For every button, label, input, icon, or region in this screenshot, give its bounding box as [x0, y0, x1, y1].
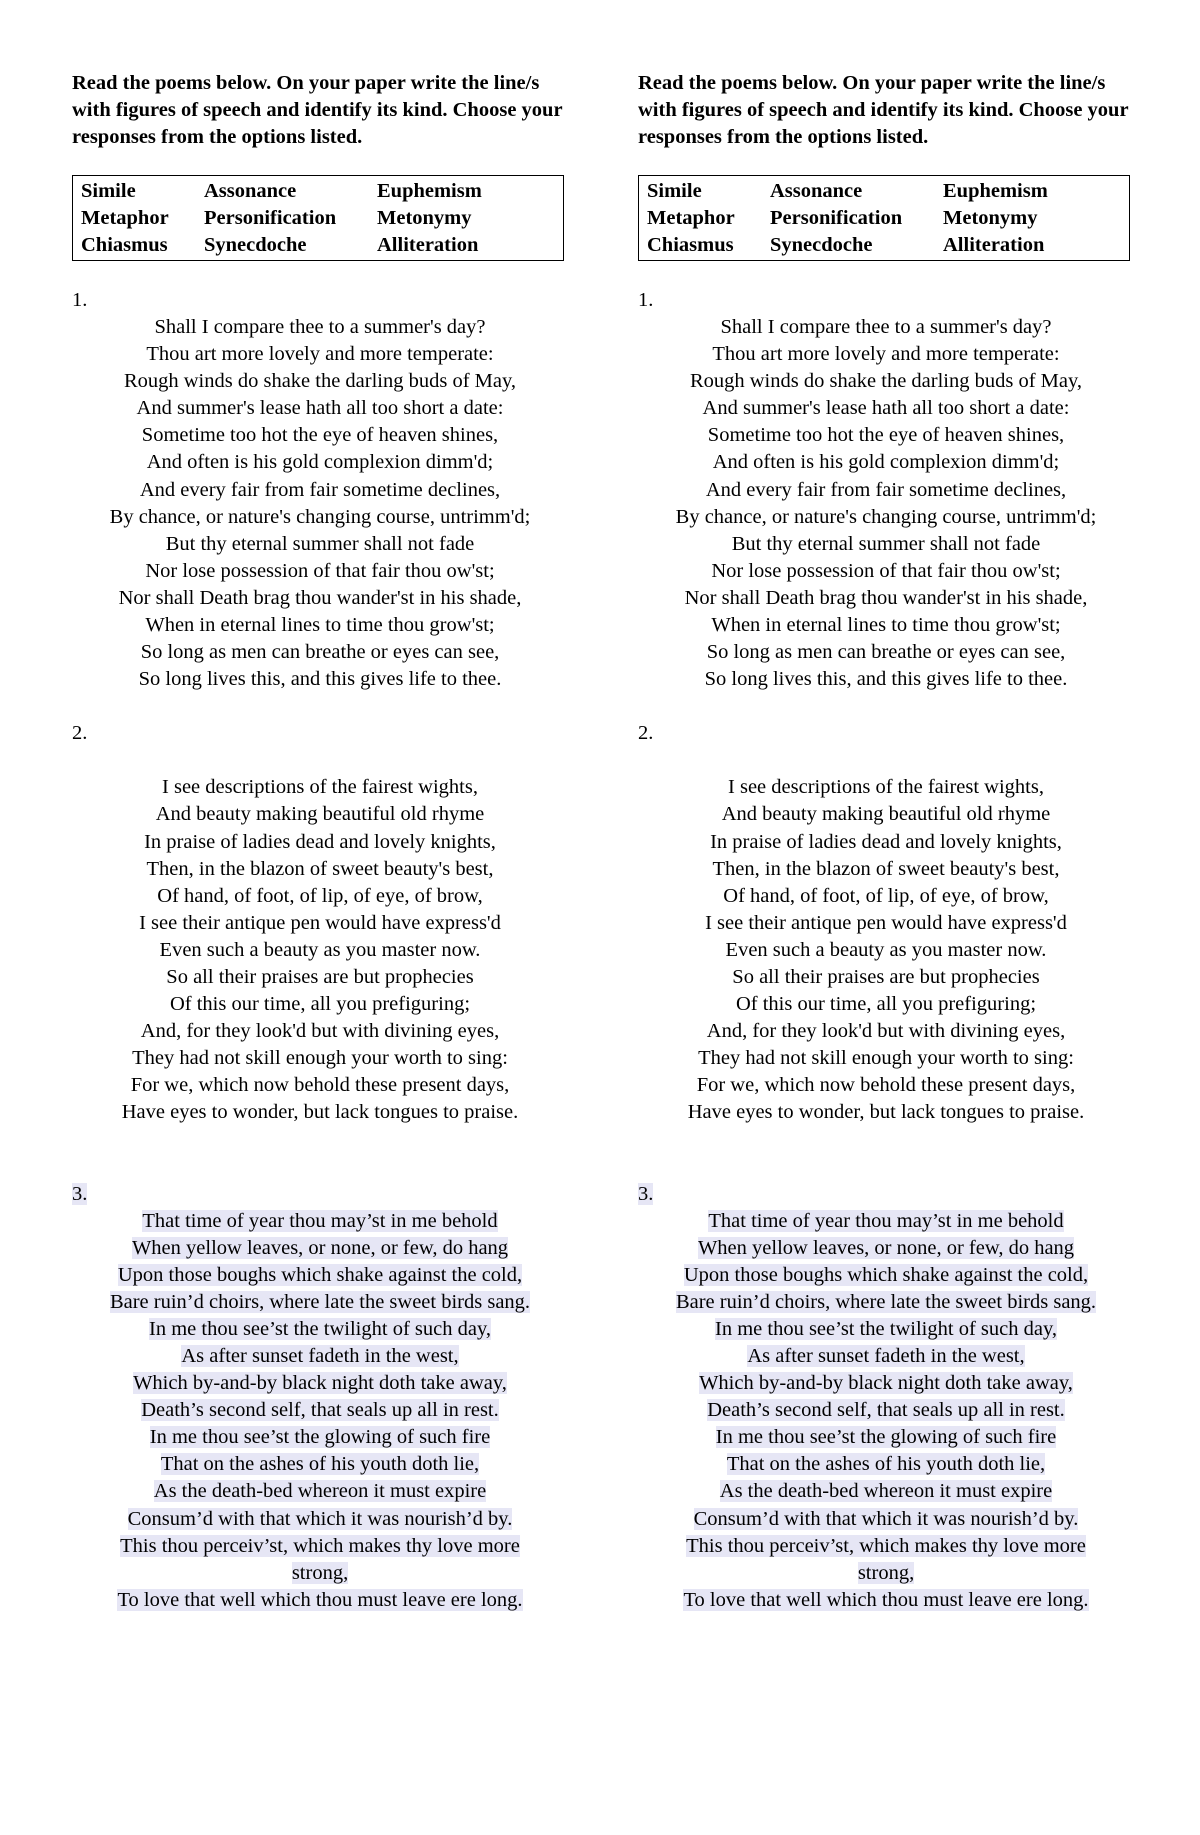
poem-line-text: In praise of ladies dead and lovely knights,: [144, 830, 496, 853]
poem-line: [638, 422, 1134, 449]
poem-line-text: By chance, or nature's changing course, untrimm'd;: [109, 505, 531, 528]
poem-line-text: Which by-and-by black night doth take away,: [699, 1372, 1073, 1395]
poem-line: [72, 1506, 568, 1533]
poem-line: [638, 964, 1134, 991]
poem-line-text: Thou art more lovely and more temperate:: [146, 343, 494, 366]
options-row: [73, 205, 564, 232]
poem-line-text: And every fair from fair sometime declines,: [705, 478, 1067, 501]
poem-line-text: Have eyes to wonder, but lack tongues to praise.: [121, 1101, 519, 1124]
poem-line: [72, 639, 568, 666]
poem-line-text: That time of year thou may’st in me behold: [708, 1209, 1064, 1232]
option-cell: Alliteration: [943, 234, 1045, 256]
option-cell: Simile: [81, 180, 136, 202]
poem-line-text: In praise of ladies dead and lovely knights,: [710, 830, 1062, 853]
poem-line-text: Consum’d with that which it was nourish’d by.: [127, 1507, 513, 1530]
poem-line-text: As the death-bed whereon it must expire: [719, 1480, 1053, 1503]
options-row: [639, 205, 1130, 232]
poem-line: [72, 1343, 568, 1370]
poem-line: [638, 395, 1134, 422]
poem-line-text: And summer's lease hath all too short a date:: [136, 397, 504, 420]
poem-line: [72, 395, 568, 422]
options-table: [72, 175, 564, 261]
poem-line: [638, 477, 1134, 504]
poem-line-text: In me thou see’st the twilight of such day,: [149, 1317, 491, 1340]
poem-line-text: To love that well which thou must leave ere long.: [117, 1588, 523, 1611]
poem-line: [638, 1316, 1134, 1343]
poem-line: [72, 1560, 568, 1587]
option-cell: Synecdoche: [204, 234, 307, 256]
poem-number: 2.: [72, 722, 88, 745]
poem-line-text: By chance, or nature's changing course, untrimm'd;: [675, 505, 1097, 528]
poem-line: [72, 1262, 568, 1289]
poem-line-text: Have eyes to wonder, but lack tongues to praise.: [687, 1101, 1085, 1124]
poem-line: [638, 937, 1134, 964]
poem-line-text: So long as men can breathe or eyes can see,: [706, 641, 1066, 664]
poem-line: [638, 1235, 1134, 1262]
poem-3: [638, 1208, 1134, 1614]
poem-line-text: And beauty making beautiful old rhyme: [721, 803, 1051, 826]
poem-line-text: That time of year thou may’st in me behold: [142, 1209, 498, 1232]
poem-line: [72, 531, 568, 558]
poem-line: [72, 910, 568, 937]
poem-line: [638, 829, 1134, 856]
poem-line-text: But thy eternal summer shall not fade: [165, 532, 475, 555]
worksheet-column-right: [638, 70, 1134, 1614]
option-cell: Metonymy: [943, 207, 1038, 229]
poem-line: [638, 1262, 1134, 1289]
poem-line: [72, 341, 568, 368]
poem-line-text: Upon those boughs which shake against the cold,: [117, 1263, 523, 1286]
option-cell: Metaphor: [81, 207, 169, 229]
poem-line: [72, 368, 568, 395]
poem-line-text: And often is his gold complexion dimm'd;: [146, 451, 494, 474]
poem-line: [72, 666, 568, 693]
poem-line: [638, 1424, 1134, 1451]
poem-line: [638, 1587, 1134, 1614]
poem-line-text: I see descriptions of the fairest wights,: [162, 776, 478, 799]
poem-line: [638, 991, 1134, 1018]
poem-line: [72, 1045, 568, 1072]
poem-line-text: Nor shall Death brag thou wander'st in his shade,: [118, 586, 522, 609]
poem-1: [638, 314, 1134, 693]
poem-line-text: When in eternal lines to time thou grow'st;: [711, 614, 1061, 637]
poem-line-text: I see their antique pen would have express'd: [705, 911, 1067, 934]
poem-line: [638, 1533, 1134, 1560]
poem-line: [72, 477, 568, 504]
poem-line: [72, 1316, 568, 1343]
poem-line-text: So long lives this, and this gives life to thee.: [704, 668, 1068, 691]
poem-line-text: Rough winds do shake the darling buds of May,: [123, 370, 517, 393]
poem-line-text: Sometime too hot the eye of heaven shines,: [141, 424, 499, 447]
poem-line: [638, 639, 1134, 666]
poem-line-text: In me thou see’st the glowing of such fire: [149, 1426, 491, 1449]
poem-line: [72, 1451, 568, 1478]
poem-line: [638, 531, 1134, 558]
poem-line: [638, 1560, 1134, 1587]
options-body: [639, 176, 1130, 261]
poem-line: [72, 1397, 568, 1424]
poem-line-text: Nor lose possession of that fair thou ow'st;: [145, 559, 495, 582]
poem-line-text: And beauty making beautiful old rhyme: [155, 803, 485, 826]
poem-line: [638, 1451, 1134, 1478]
poem-line: [638, 449, 1134, 476]
option-cell: Assonance: [204, 180, 297, 202]
poem-line-text: Then, in the blazon of sweet beauty's best,: [712, 857, 1060, 880]
option-cell: Personification: [770, 207, 903, 229]
poem-line: [72, 1099, 568, 1126]
poem-line: [638, 883, 1134, 910]
poem-line-text: In me thou see’st the glowing of such fire: [715, 1426, 1057, 1449]
poem-number: 1.: [72, 289, 88, 311]
poem-line-text: Then, in the blazon of sweet beauty's best,: [146, 857, 494, 880]
poem-line: [638, 1289, 1134, 1316]
poem-line-text: Even such a beauty as you master now.: [725, 938, 1047, 961]
poem-line-text: Of hand, of foot, of lip, of eye, of brow,: [723, 884, 1049, 907]
poem-line-text: Thou art more lovely and more temperate:: [712, 343, 1060, 366]
poem-2: [638, 774, 1134, 1126]
poem-line-text: Shall I compare thee to a summer's day?: [720, 316, 1052, 338]
poem-line: [638, 1072, 1134, 1099]
poem-line-text: Consum’d with that which it was nourish’d by.: [693, 1507, 1079, 1530]
poem-line: [638, 801, 1134, 828]
poem-number: 2.: [638, 722, 654, 745]
poem-line-text: Shall I compare thee to a summer's day?: [154, 316, 486, 338]
option-cell: Alliteration: [377, 234, 479, 256]
poem-line-text: To love that well which thou must leave ere long.: [683, 1588, 1089, 1611]
poem-line: [72, 504, 568, 531]
poem-line-text: As after sunset fadeth in the west,: [747, 1345, 1025, 1367]
poem-line-text: strong,: [291, 1561, 349, 1584]
poem-line-text: When yellow leaves, or none, or few, do hang: [697, 1236, 1075, 1259]
poem-line-text: And summer's lease hath all too short a date:: [702, 397, 1070, 420]
option-cell: Euphemism: [943, 180, 1048, 202]
poem-line-text: When yellow leaves, or none, or few, do hang: [131, 1236, 509, 1259]
options-row: [73, 176, 564, 206]
poem-number: 3.: [72, 1182, 88, 1205]
option-cell: Simile: [647, 180, 702, 202]
poem-line: [72, 1072, 568, 1099]
poem-line: [72, 1235, 568, 1262]
option-cell: Metonymy: [377, 207, 472, 229]
poem-line: [638, 1208, 1134, 1235]
options-row: [639, 232, 1130, 261]
options-row: [639, 176, 1130, 206]
poem-3: [72, 1208, 568, 1614]
poem-line: [72, 883, 568, 910]
poem-line-text: strong,: [857, 1561, 915, 1584]
options-body: [73, 176, 564, 261]
option-cell: Euphemism: [377, 180, 482, 202]
worksheet-column-left: [72, 70, 568, 1614]
instructions: Read the poems below. On your paper write the line/s with figures of speech and identify its kind. Choose your responses from the options listed.: [72, 72, 563, 148]
poem-line-text: But thy eternal summer shall not fade: [731, 532, 1041, 555]
poem-line: [638, 910, 1134, 937]
poem-line-text: And, for they look'd but with divining eyes,: [140, 1020, 500, 1043]
poem-line: [72, 1370, 568, 1397]
poem-line: [72, 937, 568, 964]
poem-line-text: Of this our time, all you prefiguring;: [169, 993, 471, 1016]
poem-line: [72, 314, 568, 341]
poem-line-text: And every fair from fair sometime declines,: [139, 478, 501, 501]
poem-line: [72, 774, 568, 801]
poem-line-text: In me thou see’st the twilight of such day,: [715, 1317, 1057, 1340]
poem-line: [72, 856, 568, 883]
poem-line: [638, 1397, 1134, 1424]
poem-line: [638, 1370, 1134, 1397]
instructions: Read the poems below. On your paper write the line/s with figures of speech and identify its kind. Choose your responses from the options listed.: [638, 72, 1129, 148]
poem-line: [638, 558, 1134, 585]
poem-line: [72, 1533, 568, 1560]
poem-line-text: So long lives this, and this gives life to thee.: [138, 668, 502, 691]
poem-line-text: Rough winds do shake the darling buds of May,: [689, 370, 1083, 393]
poem-line: [638, 1506, 1134, 1533]
poem-line: [638, 1099, 1134, 1126]
option-cell: Metaphor: [647, 207, 735, 229]
option-cell: Assonance: [770, 180, 863, 202]
poem-line: [638, 341, 1134, 368]
poem-line-text: Nor shall Death brag thou wander'st in his shade,: [684, 586, 1088, 609]
poem-line: [638, 774, 1134, 801]
poem-line: [638, 1478, 1134, 1505]
poem-line-text: So long as men can breathe or eyes can see,: [140, 641, 500, 664]
poem-line-text: As after sunset fadeth in the west,: [181, 1345, 459, 1367]
poem-line: [638, 504, 1134, 531]
poem-line: [72, 449, 568, 476]
poem-number: 1.: [638, 289, 654, 311]
options-row: [73, 232, 564, 261]
poem-line-text: For we, which now behold these present days,: [696, 1074, 1076, 1097]
poem-line: [638, 1343, 1134, 1370]
poem-line: [72, 991, 568, 1018]
poem-line-text: So all their praises are but prophecies: [732, 965, 1040, 988]
poem-line: [638, 1045, 1134, 1072]
poem-line: [72, 1208, 568, 1235]
poem-line-text: This thou perceiv’st, which makes thy love more: [120, 1534, 520, 1557]
poem-line-text: This thou perceiv’st, which makes thy love more: [686, 1534, 1086, 1557]
poem-line-text: I see their antique pen would have express'd: [139, 911, 501, 934]
option-cell: Chiasmus: [647, 234, 734, 256]
option-cell: Synecdoche: [770, 234, 873, 256]
poem-line-text: Even such a beauty as you master now.: [159, 938, 481, 961]
poem-line-text: That on the ashes of his youth doth lie,: [160, 1453, 480, 1476]
poem-line: [72, 1018, 568, 1045]
poem-line-text: Upon those boughs which shake against the cold,: [683, 1263, 1089, 1286]
poem-1: [72, 314, 568, 693]
poem-line-text: They had not skill enough your worth to sing:: [698, 1047, 1074, 1070]
poem-line: [72, 585, 568, 612]
option-cell: Personification: [204, 207, 337, 229]
poem-line-text: They had not skill enough your worth to sing:: [132, 1047, 508, 1070]
poem-line-text: When in eternal lines to time thou grow'st;: [145, 614, 495, 637]
poem-line: [638, 1018, 1134, 1045]
poem-line-text: Of hand, of foot, of lip, of eye, of brow,: [157, 884, 483, 907]
poem-line: [72, 1289, 568, 1316]
poem-line: [72, 1587, 568, 1614]
option-cell: Chiasmus: [81, 234, 168, 256]
poem-line-text: That on the ashes of his youth doth lie,: [726, 1453, 1046, 1476]
poem-line: [72, 801, 568, 828]
poem-line: [72, 1424, 568, 1451]
poem-line-text: So all their praises are but prophecies: [166, 965, 474, 988]
poem-line: [72, 422, 568, 449]
poem-line: [638, 612, 1134, 639]
poem-line-text: Death’s second self, that seals up all in rest.: [707, 1399, 1065, 1422]
poem-line-text: Which by-and-by black night doth take away,: [133, 1372, 507, 1395]
poem-line: [72, 964, 568, 991]
poem-line: [72, 1478, 568, 1505]
poem-line: [72, 612, 568, 639]
poem-line-text: For we, which now behold these present days,: [130, 1074, 510, 1097]
poem-line-text: And, for they look'd but with divining eyes,: [706, 1020, 1066, 1043]
poem-line-text: Nor lose possession of that fair thou ow'st;: [711, 559, 1061, 582]
poem-line-text: As the death-bed whereon it must expire: [153, 1480, 487, 1503]
poem-number: 3.: [638, 1182, 654, 1205]
poem-line: [638, 856, 1134, 883]
poem-line: [638, 368, 1134, 395]
poem-line-text: Bare ruin’d choirs, where late the sweet birds sang.: [109, 1290, 531, 1313]
poem-line: [72, 829, 568, 856]
poem-line-text: Death’s second self, that seals up all in rest.: [141, 1399, 499, 1422]
poem-line: [638, 314, 1134, 341]
poem-line: [638, 666, 1134, 693]
poem-2: [72, 774, 568, 1126]
poem-line-text: Sometime too hot the eye of heaven shines,: [707, 424, 1065, 447]
poem-line: [638, 585, 1134, 612]
poem-line-text: Bare ruin’d choirs, where late the sweet birds sang.: [675, 1290, 1097, 1313]
poem-line-text: I see descriptions of the fairest wights,: [728, 776, 1044, 799]
poem-line: [72, 558, 568, 585]
poem-line-text: And often is his gold complexion dimm'd;: [712, 451, 1060, 474]
options-table: [638, 175, 1130, 261]
poem-line-text: Of this our time, all you prefiguring;: [735, 993, 1037, 1016]
